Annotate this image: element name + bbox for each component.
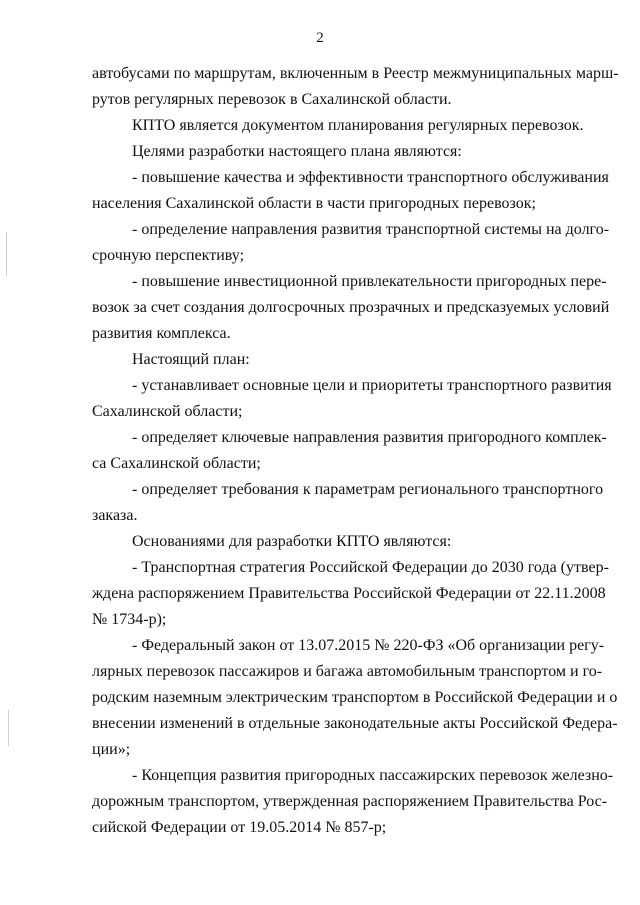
text-line: внесении изменений в отдельные законодательные акты Российской Федера- — [92, 715, 618, 732]
text-line: - устанавливает основные цели и приоритеты транспортного развития — [132, 377, 612, 394]
text-line: Целями разработки настоящего плана являются: — [132, 143, 462, 160]
text-line: - повышение качества и эффективности транспортного обслуживания — [132, 169, 609, 186]
text-line: № 1734-р); — [92, 611, 167, 628]
text-line: - Федеральный закон от 13.07.2015 № 220-ФЗ «Об организации регу- — [132, 637, 605, 654]
text-line: Настоящий план: — [132, 351, 250, 368]
text-line: - Концепция развития пригородных пассажирских перевозок железно- — [132, 767, 614, 784]
text-line: сийской Федерации от 19.05.2014 № 857-р; — [92, 819, 387, 836]
text-line: рутов регулярных перевозок в Сахалинской области. — [92, 91, 452, 108]
text-line: Основаниями для разработки КПТО являются: — [132, 533, 452, 550]
text-line: родским наземным электрическим транспортом в Российской Федерации и о — [92, 689, 618, 706]
text-line: ции»; — [92, 741, 131, 758]
text-line: возок за счет создания долгосрочных прозрачных и предсказуемых условий — [92, 299, 610, 316]
text-line: Сахалинской области; — [92, 403, 243, 420]
text-line: лярных перевозок пассажиров и багажа автомобильным транспортом и го- — [92, 663, 603, 680]
page-number: 2 — [316, 30, 324, 46]
text-line: - определяет ключевые направления развития пригородного комплек- — [132, 429, 607, 446]
scan-edge-mark — [6, 232, 7, 276]
text-line: автобусами по маршрутам, включенным в Реестр межмуниципальных марш- — [92, 65, 619, 82]
text-line: КПТО является документом планирования регулярных перевозок. — [132, 117, 584, 134]
text-line: ждена распоряжением Правительства Российской Федерации от 22.11.2008 — [92, 585, 606, 602]
scan-edge-mark — [8, 710, 9, 746]
text-line: населения Сахалинской области в части пригородных перевозок; — [92, 195, 536, 212]
text-line: развития комплекса. — [92, 325, 231, 342]
text-line: - Транспортная стратегия Российской Федерации до 2030 года (утвер- — [132, 559, 609, 576]
text-line: дорожным транспортом, утвержденная распоряжением Правительства Рос- — [92, 793, 608, 810]
text-line: срочную перспективу; — [92, 247, 245, 264]
text-line: заказа. — [92, 507, 138, 524]
text-line: - повышение инвестиционной привлекательности пригородных пере- — [132, 273, 607, 290]
text-line: - определение направления развития транспортной системы на долго- — [132, 221, 610, 238]
text-line: са Сахалинской области; — [92, 455, 261, 472]
text-line: - определяет требования к параметрам регионального транспортного — [132, 481, 604, 498]
